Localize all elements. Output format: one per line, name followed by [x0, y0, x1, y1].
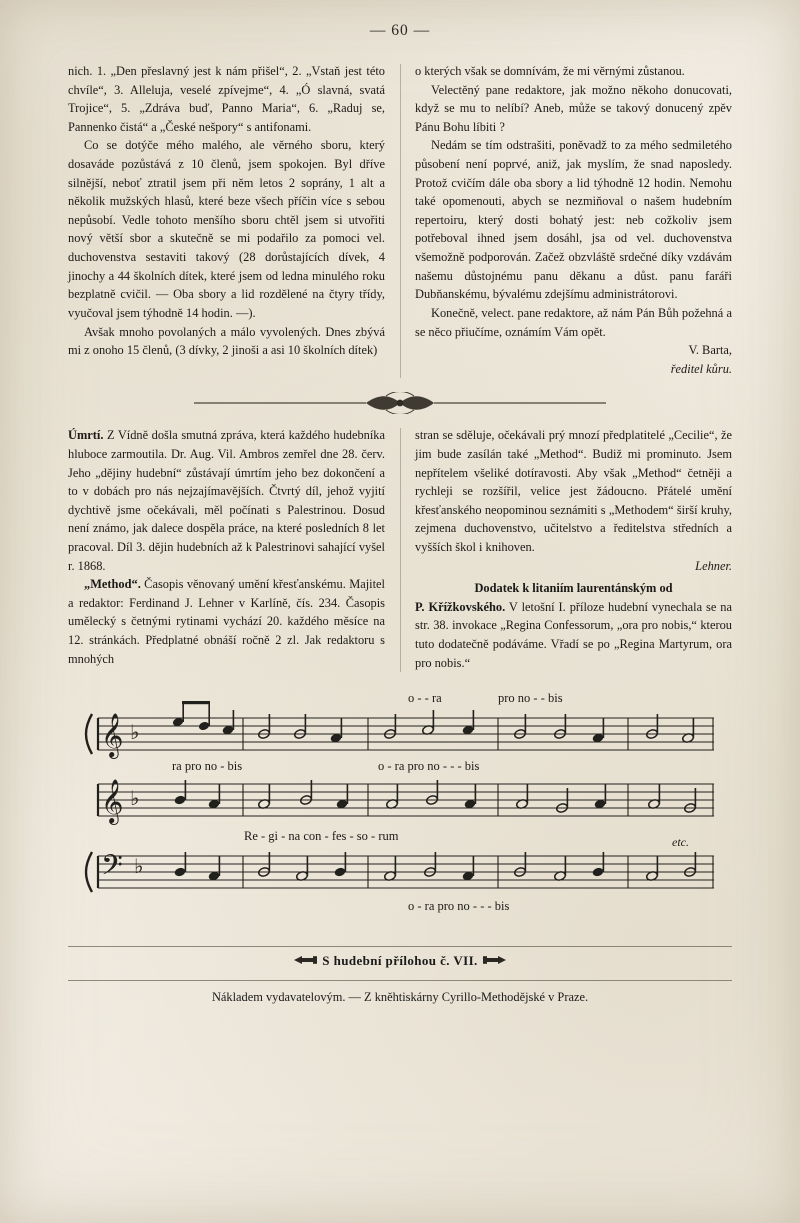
- paragraph: nich. 1. „Den přeslavný jest k nám přišel“, 2. „Vstaň jest této chvíle“, 3. Alleluja, veselé zpívejme“, 4. „Ó slavná, svatá Trojice“, 5. „Zdráva buď, Panno Maria“, 6. „Raduj se, Pannenko čistá“ a „České nešpory“ s antifonami.: [68, 64, 385, 134]
- key-signature-flat-3: ♭: [134, 854, 144, 879]
- pointing-hand-icon-mirrored: [481, 953, 507, 971]
- supplement-note-text: S hudební přílohou č. VII.: [322, 953, 478, 969]
- treble-clef-icon: 𝄞: [101, 713, 124, 758]
- horizontal-rule-bottom: [68, 980, 732, 981]
- column-2: [401, 62, 732, 378]
- supplement-note: [68, 953, 732, 971]
- paragraph: [68, 426, 385, 575]
- pointing-hand-icon: [293, 953, 319, 971]
- paragraph: Co se dotýče mého malého, ale věrného sboru, který dosaváde pozůstává z 10 členů, jsem spokojen. Byl dříve silnější, neboť ztratil jsem při něm letos 2 soprány, 1 alt a několik mužských hlasů, které beze všech příčin více s sebou nepůsobí. Vedle tohoto menšího sboru chtěl jsem si utvořiti nový větší sbor a skutečně se mi podařilo za pomoci vel. duchovenstva sestaviti takový (28 dorůstajících dívek, 4 jinochy a 44 školních dítek, které jsem od ledna minulého roku bezplatně cvičil. — Oba sbory a lid rozdělené na čtyry třídy, vyučoval jsem týhodně 14 hodin. —).: [68, 138, 385, 320]
- lyrics-line-top-2: pro no - - bis: [498, 691, 563, 706]
- paragraph: Konečně, velect. pane redaktore, až nám Pán Bůh požehná a se něco přiučíme, oznámím Vám opět.: [415, 305, 732, 339]
- page-number: — 60 —: [369, 22, 431, 39]
- system-brace: [86, 714, 92, 754]
- lyrics-line-top: o - - ra: [408, 691, 442, 706]
- paragraph: Velectěný pane redaktore, jak možno někoho donucovati, když se mu to nelíbí? Aneb, může se takový donucený zpěv Pánu Bohu líbiti ?: [415, 82, 732, 134]
- paragraph: [68, 575, 385, 668]
- system-brace-2: [86, 852, 92, 892]
- bass-clef-icon: 𝄢: [101, 849, 123, 890]
- paragraph: Nedám se tím odstrašiti, poněvadž to za mého sedmiletého působení není poprvé, aniž, jak myslím, že snad naposledy. Protož cvičím dále oba sbory a lid týhodně 12 hodin. Nemohu také opomenouti, abych se nezmiňoval o našem hudebním repertoiru, který dosti bohatý jest: neb cožkoliv jsem potřeboval ihned jsem dosáhl, jsa od vel. duchovenstva všemožně podporován. Začež obzvláště srdečné díky vzdávám našemu důstojnému panu děkanu a důst. panu faráři Dubňanskému, bývalému zdejšímu administrátorovi.: [415, 138, 732, 302]
- ornament-flourish-icon: [190, 392, 610, 414]
- column-4: [401, 426, 732, 672]
- treble-clef-icon-2: 𝄞: [101, 779, 124, 824]
- paragraph: stran se sděluje, očekávali prý mnozí předplatitelé „Cecilie“, že jim bude zasílán také „Method“. Budiž mi prominuto. Jsem nepřítelem všeliké dotíravosti. Aby však „Method“ četněji a rychleji se rozšířil, velice jest žádoucno. Přátelé umění křesťanského neopominou seznámiti s „Methodem“ širší kruhy, zejmena duchovenstvo, učitelstvo a ředitelstva středních a vyšších škol i knihoven.: [415, 428, 732, 555]
- paragraph: Avšak mnoho povolaných a málo vyvolených. Dnes zbývá mi z onoho 15 členů, (3 dívky, 2 jinoši a asi 10 školních dítek): [68, 324, 385, 358]
- page-content: [68, 62, 732, 1005]
- section-heading-line2: P. Křížkovského.: [415, 599, 506, 614]
- music-score: [68, 688, 732, 938]
- column-3: [68, 426, 400, 672]
- column-divider: [400, 64, 401, 378]
- horizontal-rule-top: [68, 946, 732, 947]
- lyrics-mid-1: ra pro no - bis: [172, 759, 243, 774]
- paragraph-text: Časopis věnovaný umění křesťanskému. Majitel a redaktor: Ferdinand J. Lehner v Karlíně, čís. 234. Časopis umělecký s četnými rytinami vychází 20. každého měsíce na 12. stránkách. Předplatné obnáší ročně 2 zl. Jak redaktoru s mnohých: [68, 577, 385, 666]
- music-notation-block: [68, 688, 732, 938]
- ornamental-divider: [68, 392, 732, 418]
- paragraph: [415, 598, 732, 672]
- top-two-column-section: [68, 62, 732, 378]
- column-divider: [400, 428, 401, 672]
- bottom-two-column-section: [68, 426, 732, 672]
- article-lead-method: „Method“.: [84, 577, 141, 592]
- lyrics-bottom: o - ra pro no - - - bis: [408, 899, 510, 914]
- imprint-line: Nákladem vydavatelovým. — Z kněhtiskárny Cyrillo-Methodějské v Praze.: [211, 990, 589, 1005]
- paragraph-text: V letošní I. příloze hudební vynechala se na str. 38. invokace „Regina Confessorum, „ora pro nobis,“ kterou tuto dodatečně podáváme. Vřadí se po „Regina Martyrum, ora pro nobis.“: [415, 599, 732, 670]
- key-signature-flat: ♭: [130, 720, 140, 745]
- paragraph: o kterých však se domnívám, že mi věrnými zůstanou.: [415, 64, 685, 78]
- key-signature-flat-2: ♭: [130, 786, 140, 811]
- signature-name: V. Barta,: [688, 343, 732, 358]
- signature-title: ředitel kůru.: [670, 361, 732, 376]
- article-lead-umrti: Úmrtí.: [68, 428, 104, 443]
- lyrics-mid-2: o - ra pro no - - - bis: [378, 759, 480, 774]
- lyrics-sys2-top: Re - gi - na con - fes - so - rum: [244, 829, 399, 844]
- column-1: [68, 62, 400, 378]
- etc-label: etc.: [672, 835, 689, 850]
- section-heading-line1: Dodatek k litaniím laurentánským od: [474, 581, 673, 596]
- signature-name: Lehner.: [695, 558, 732, 573]
- paragraph-text: Z Vídně došla smutná zpráva, která každého hudebníka hluboce zarmoutila. Dr. Aug. Vil. Ambros zemřel dne 28. červ. Jeho „dějiny hudební“ zůstávají úmrtím jeho bez dokončení a to v dobách pro nás nejzajímavějších. Čtvrtý díl, jehož vyjití dychtivě jsme očekávali, měl počínati s Palestrinou. Dosud není známo, jak dalece dospěla práce, na které posledních 8 let pracoval. Díl 3. dějin hudebních až k Palestrinovi sahající vyšel r. 1868.: [68, 428, 385, 573]
- note-group-upper-1: [172, 701, 694, 743]
